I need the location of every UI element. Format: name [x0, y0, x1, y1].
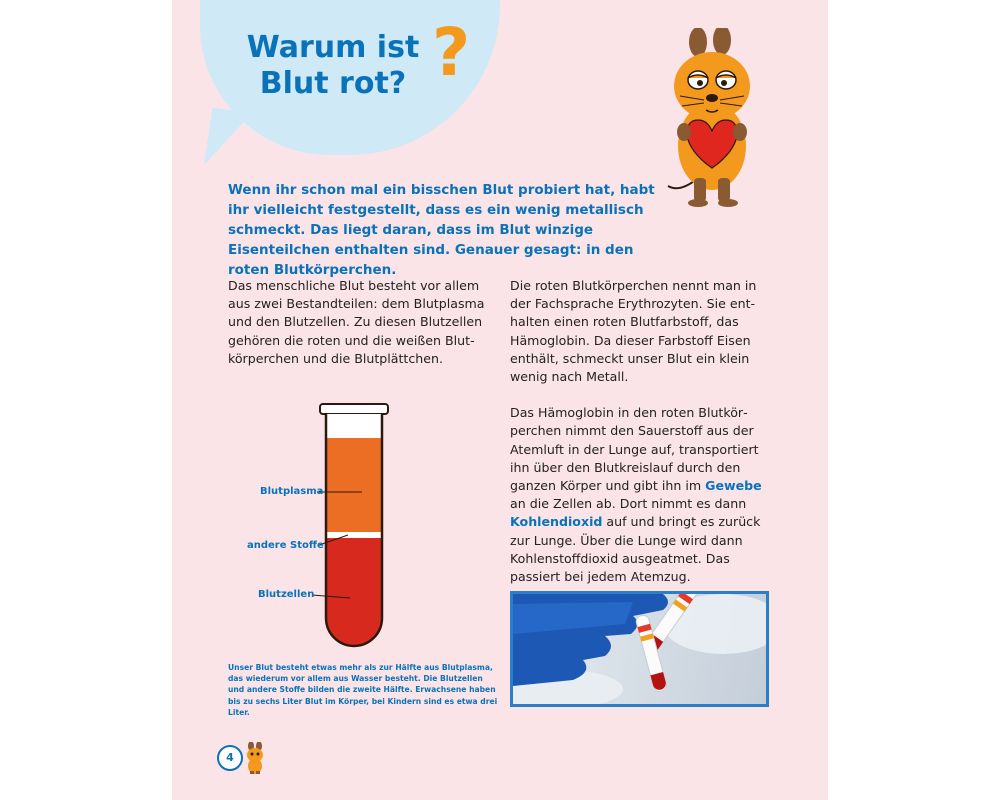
- mouse-mascot-icon: [660, 28, 770, 208]
- page-title: [238, 30, 428, 102]
- blood-sample-photo: [510, 591, 769, 707]
- blood-tubes-glove-icon: [513, 594, 766, 704]
- label-blutplasma: Blutplasma: [260, 486, 324, 497]
- speech-bubble-tail: [204, 107, 252, 170]
- title-line-2: Blut rot?: [259, 66, 407, 101]
- test-tube-illustration: [230, 400, 430, 660]
- right-column: [510, 277, 768, 604]
- intro-paragraph: Wenn ihr schon mal ein bisschen Blut probiert hat, habt ihr vielleicht festgestellt, dass es ein wenig metallisch schmeckt. Das liegt daran, dass im Blut winzige Eisenteilchen enthalten sind. Genauer gesagt: in den roten Blutkörperchen.: [228, 182, 655, 278]
- right-paragraph-2-part-1: Das Hämoglobin in den roten Blutkörperchen nimmt den Sauerstoff aus der Atemluft in der Lunge auf, transportiert ihn über den Blutkreislauf durch den ganzen Körper und gibt ihn im: [510, 405, 759, 494]
- right-paragraph-2-part-3: auf und bringt es zurück zur Lunge. Über die Lunge wird dann Kohlenstoffdioxid ausgeatmet. Das passiert bei jedem Atemzug.: [510, 514, 761, 585]
- label-blutzellen: Blutzellen: [258, 589, 315, 600]
- mouse-icon: [244, 742, 266, 774]
- image-caption: Unser Blut besteht etwas mehr als zur Hälfte aus Blutplasma, das wiederum vor allem aus Wasser besteht. Die Blutzellen und andere Stoffe bilden die zweite Hälfte. Erwachsene haben bis zu sechs Liter Blut im Körper, bei Kindern sind es etwa drei Liter.: [228, 663, 498, 717]
- term-kohlendioxid: Kohlendioxid: [510, 514, 603, 530]
- test-tube-icon: [230, 400, 430, 660]
- label-andere-stoffe: andere Stoffe: [247, 540, 324, 551]
- right-paragraph-1: Die roten Blutkörperchen nennt man in der Fachsprache Erythrozyten. Sie enthalten einen roten Blutfarbstoff, das Hämoglobin. Da dieser Farbstoff Eisen enthält, schmeckt unser Blut ein klein wenig nach Metall.: [510, 278, 757, 385]
- title-line-1: Warum ist: [246, 30, 420, 65]
- left-column-text: Das menschliche Blut besteht vor allem aus zwei Bestandteilen: dem Blutplasma und den Blutzellen. Zu diesen Blutzellen gehören die roten und die weißen Blutkörperchen und die Blutplättchen.: [228, 278, 485, 366]
- page-number: 4: [217, 745, 243, 771]
- right-paragraph-2-part-2: an die Zellen ab. Dort nimmt es dann: [510, 496, 747, 512]
- term-gewebe: Gewebe: [705, 478, 762, 494]
- question-mark-icon: ?: [432, 14, 471, 91]
- right-paragraph-2: [510, 404, 768, 586]
